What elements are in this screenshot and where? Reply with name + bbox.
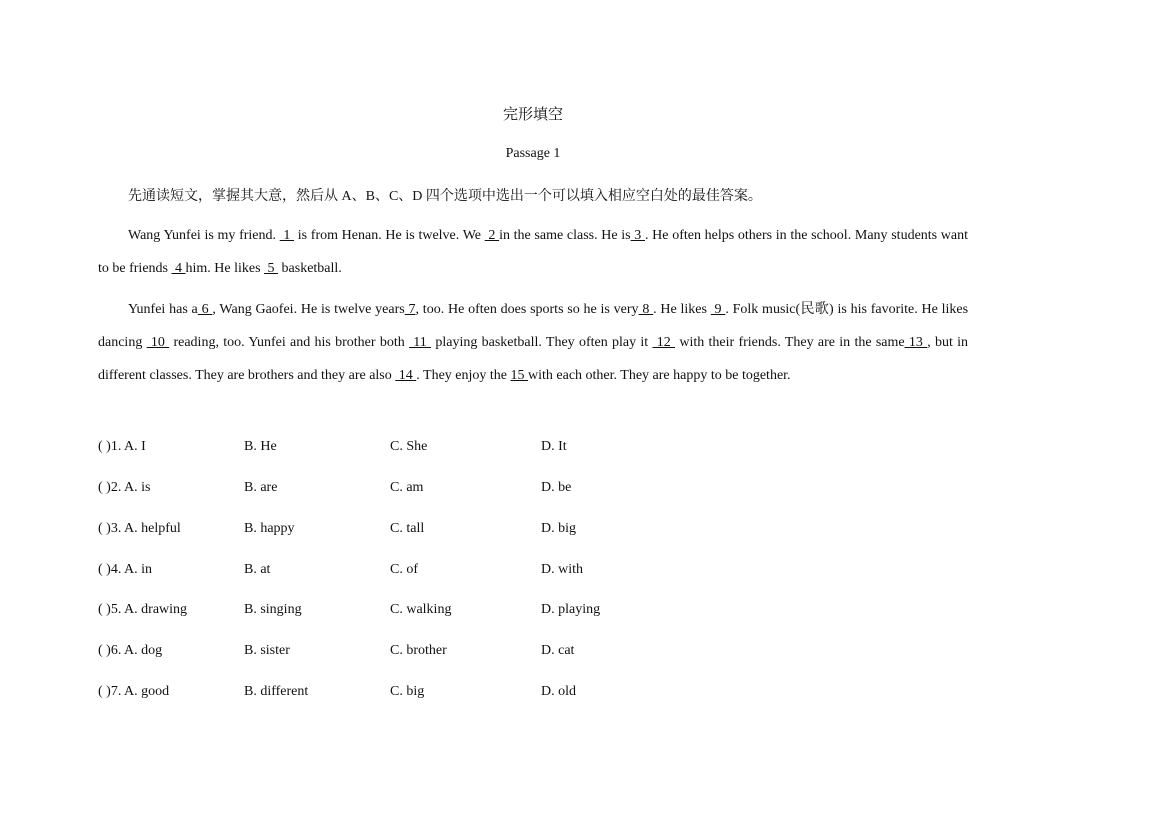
blank-3: 3 [630, 228, 645, 243]
text-run: with each other. They are happy to be together. [528, 368, 791, 383]
option-b: B. are [244, 480, 278, 495]
option-a: ( )1. A. I [98, 439, 146, 454]
option-b: B. at [244, 562, 271, 577]
option-a: ( )5. A. drawing [98, 602, 188, 617]
blank-14: 14 [395, 368, 417, 383]
text-run: basketball. [278, 261, 342, 276]
option-b: B. sister [244, 643, 290, 658]
instruction-text: 先通读短文，掌握其大意，然后从 A、B、C、D 四个选项中选出一个可以填入相应空白处的最佳答案。 [128, 189, 762, 204]
text-run: is from Henan. He is twelve. We [294, 228, 485, 243]
option-b: B. happy [244, 521, 295, 536]
option-a: ( )6. A. dog [98, 643, 163, 658]
blank-7: 7 [404, 302, 416, 317]
passage-paragraph-1 [98, 219, 968, 285]
option-a: ( )3. A. helpful [98, 521, 181, 536]
text-run: Wang Yunfei is my friend. [128, 228, 280, 243]
text-run: , too. He often does sports so he is very [415, 302, 639, 317]
text-run: with their friends. They are in the same [675, 335, 905, 350]
text-run: . Folk music(民歌) is his favorite. He likes dancing [98, 302, 969, 350]
text-run: , Wang Gaofei. He is twelve years [212, 302, 405, 317]
text-run: . He likes [653, 302, 711, 317]
option-c: C. brother [390, 643, 447, 658]
option-d: D. cat [541, 643, 575, 658]
option-d: D. with [541, 562, 583, 577]
text-run: . He often helps others in the school. Many students want to be friends [98, 228, 969, 276]
text-run: in the same class. He is [499, 228, 631, 243]
option-a: ( )4. A. in [98, 562, 153, 577]
option-b: B. He [244, 439, 277, 454]
text-run: reading, too. Yunfei and his brother both [169, 335, 409, 350]
option-c: C. She [390, 439, 428, 454]
option-a: ( )7. A. good [98, 684, 170, 699]
option-a: ( )2. A. is [98, 480, 151, 495]
text-run: playing basketball. They often play it [431, 335, 653, 350]
blank-6: 6 [197, 302, 213, 317]
option-c: C. am [390, 480, 424, 495]
option-d: D. be [541, 480, 572, 495]
option-d: D. big [541, 521, 576, 536]
blank-9: 9 [710, 302, 726, 317]
blank-1: 1 [279, 228, 295, 243]
option-d: D. old [541, 684, 576, 699]
option-d: D. playing [541, 602, 601, 617]
option-d: D. It [541, 439, 567, 454]
option-c: C. big [390, 684, 425, 699]
page-title: 完形填空 [502, 107, 563, 123]
passage-heading: Passage 1 [505, 146, 561, 161]
blank-10: 10 [146, 335, 170, 350]
text-run: . They enjoy the [416, 368, 511, 383]
blank-11: 11 [409, 335, 432, 350]
option-b: B. different [244, 684, 309, 699]
blank-12: 12 [652, 335, 676, 350]
text-run: him. He likes [185, 261, 265, 276]
blank-13: 13 [904, 335, 928, 350]
option-c: C. walking [390, 602, 452, 617]
blank-15: 15 [510, 368, 528, 383]
blank-4: 4 [171, 261, 186, 276]
text-run: , but in different classes. They are brothers and they are also [98, 335, 969, 383]
blank-8: 8 [638, 302, 654, 317]
blank-2: 2 [484, 228, 500, 243]
option-c: C. of [390, 562, 418, 577]
option-b: B. singing [244, 602, 302, 617]
passage-paragraph-2 [98, 293, 968, 392]
blank-5: 5 [264, 261, 279, 276]
text-run: Yunfei has a [128, 302, 198, 317]
option-c: C. tall [390, 521, 425, 536]
